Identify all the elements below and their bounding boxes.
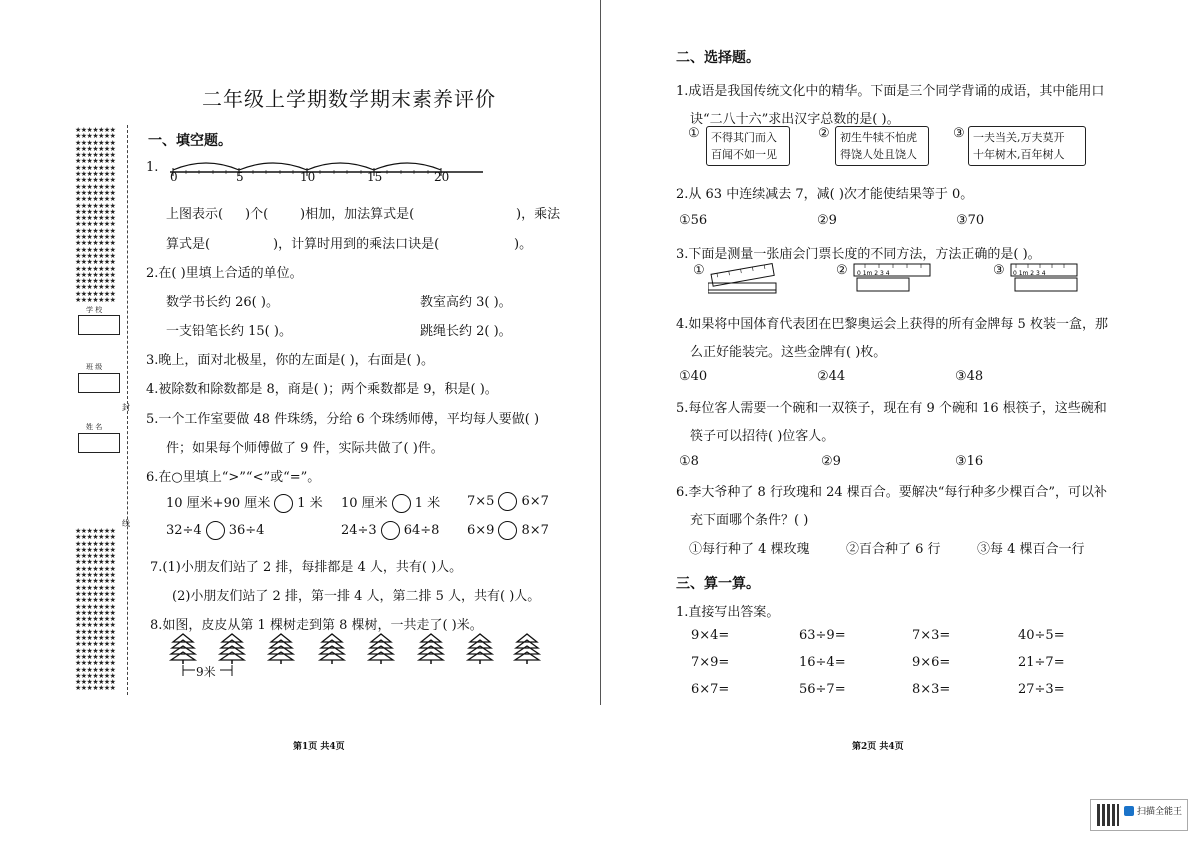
school-label: 学 校 [86,306,103,314]
q1-text-g: )。 [514,237,533,252]
q1-number: 1. [146,160,159,175]
c6-text-2: 充下面哪个条件？( ) [690,513,809,528]
c6-option-1[interactable]: ①每行种了 4 棵玫瑰 [689,542,810,557]
q1-text-e: 算式是( [166,237,211,252]
calc-item: 9×6= [912,655,951,670]
q1-text-f: )，计算时用到的乘法口诀是( [273,237,440,252]
page-title: 二年级上学期数学期末素养评价 [202,87,496,111]
tick-label-20: 20 [434,170,450,184]
q7-text-1: 7.(1)小朋友们站了 2 排，每排都是 4 人，共有( )人。 [150,560,463,575]
c5-option-3[interactable]: ③16 [955,454,984,469]
school-field[interactable] [78,315,120,335]
calc-item: 16÷4= [799,655,846,670]
tick-label-15: 15 [367,170,383,184]
section-choice: 二、选择题。 [676,50,760,66]
qr-code-icon [1097,804,1119,826]
calc-item: 7×3= [912,628,951,643]
c2-option-2[interactable]: ②9 [817,213,837,228]
c2-text: 2.从 63 中连续减去 7，减( )次才能使结果等于 0。 [676,187,974,202]
c2-option-3[interactable]: ③70 [956,213,985,228]
calc-item: 8×3= [912,682,951,697]
c1-option-3[interactable]: 一夫当关,万夫莫开 十年树木,百年树人 [968,126,1086,166]
name-field[interactable] [78,433,120,453]
calc-item: 7×9= [691,655,730,670]
star-border-top: ★★★★★★★ ★★★★★★★ ★★★★★★★ ★★★★★★★ ★★★★★★★ ★★★★★★★ ★★★★★★★ ★★★★★★★ ★★★★★★★ ★★★★★★★ ★★★★★★★ ★★★★★★★ ★★★★★★★ ★★★★★★★ ★★★★★★★ ★★★★★★★ ★★★★★★★ ★★★★★★★ ★★★★★★★ ★★★★★★★ ★★★★★★★ ★★★★★★★ ★★★★★★★ ★★★★★★★ ★★★★★★★ ★★★★★★★ ★★★★★★★ ★★★★★★★ [75,126,116,305]
q2-item-b: 教室高约 3( )。 [420,295,512,310]
q5-text-1: 5.一个工作室要做 48 件珠绣，分给 6 个珠绣师傅，平均每人要做( ) [146,412,540,427]
c3-opt1-num[interactable]: ① [693,263,705,278]
q1-text-b: )个( [245,207,269,222]
c4-text-2: 么正好能装完。这些金牌有( )枚。 [690,345,887,360]
q8-text: 8.如图，皮皮从第 1 棵树走到第 8 棵树，一共走了( )米。 [150,618,483,633]
c4-option-2[interactable]: ②44 [817,369,846,384]
q2-item-c: 一支铅笔长约 15( )。 [166,324,292,339]
compare-4: 32÷4 36÷4 [166,523,265,538]
section-calc: 三、算一算。 [676,576,760,592]
calc-instruction: 1.直接写出答案。 [676,605,780,620]
q1-text-d: )，乘法 [516,207,561,222]
page-divider [600,0,601,705]
c1-opt1-num: ① [688,126,700,141]
c6-option-2[interactable]: ②百合种了 6 行 [846,542,941,557]
compare-2: 10 厘米 1 米 [341,496,441,511]
line-mark: 线 [122,519,130,528]
compare-1: 10 厘米+90 厘米 1 米 [166,496,323,511]
q7-text-2: (2)小朋友们站了 2 排，第一排 4 人，第二排 5 人，共有( )人。 [172,589,541,604]
calc-item: 6×7= [691,682,730,697]
c2-option-1[interactable]: ①56 [679,213,708,228]
c1-opt3-num: ③ [953,126,965,141]
calc-item: 27÷3= [1018,682,1065,697]
svg-text:0 1m 2 3 4: 0 1m 2 3 4 [1013,270,1046,277]
tick-label-5: 5 [236,170,244,184]
compare-circle[interactable] [381,521,400,540]
q2-item-a: 数学书长约 26( )。 [166,295,279,310]
calc-item: 63÷9= [799,628,846,643]
c4-text-1: 4.如果将中国体育代表团在巴黎奥运会上获得的所有金牌每 5 枚装一盒，那 [676,317,1108,332]
tick-label-0: 0 [170,170,178,184]
class-label: 班 级 [86,363,103,371]
c1-opt2-num: ② [818,126,830,141]
q2-item-d: 跳绳长约 2( )。 [420,324,512,339]
compare-6: 6×9 8×7 [467,523,549,538]
q6-text: 6.在○里填上“>”“<”或“=”。 [146,470,321,485]
calc-item: 40÷5= [1018,628,1065,643]
ruler-tilted [708,263,778,297]
compare-3: 7×5 6×7 [467,494,549,509]
q3-text: 3.晚上，面对北极星，你的左面是( )，右面是( )。 [146,353,434,368]
c1-text-2: 诀“二八十六”求出汉字总数的是( )。 [690,112,900,127]
c5-option-1[interactable]: ①8 [679,454,699,469]
ruler-offset [853,263,933,297]
section-fill-in: 一、填空题。 [148,133,232,149]
name-label: 姓 名 [86,423,103,431]
q1-text-c: )相加，加法算式是( [300,207,415,222]
compare-circle[interactable] [206,521,225,540]
c3-text: 3.下面是测量一张庙会门票长度的不同方法，方法正确的是( )。 [676,247,1041,262]
trees-illustration [165,632,545,682]
q1-text-a: 上图表示( [166,207,224,222]
compare-circle[interactable] [498,492,517,511]
q4-text: 4.被除数和除数都是 8，商是( )；两个乘数都是 9，积是( )。 [146,382,498,397]
c1-option-1[interactable]: 不得其门而入 百闻不如一见 [706,126,790,166]
c3-opt3-num[interactable]: ③ [993,263,1005,278]
scanner-logo-icon [1124,806,1134,816]
c5-text-1: 5.每位客人需要一个碗和一双筷子，现在有 9 个碗和 16 根筷子，这些碗和 [676,401,1107,416]
calc-item: 56÷7= [799,682,846,697]
scanner-badge-text: 扫描全能王 [1137,807,1183,817]
calc-item: 21÷7= [1018,655,1065,670]
class-field[interactable] [78,373,120,393]
page1-footer: 第1页 共4页 [293,742,345,752]
c4-option-1[interactable]: ①40 [679,369,708,384]
seal-mark: 封 [122,403,130,412]
page2-footer: 第2页 共4页 [852,742,904,752]
compare-circle[interactable] [274,494,293,513]
c5-text-2: 筷子可以招待( )位客人。 [690,429,835,444]
star-border-bottom: ★★★★★★★ ★★★★★★★ ★★★★★★★ ★★★★★★★ ★★★★★★★ ★★★★★★★ ★★★★★★★ ★★★★★★★ ★★★★★★★ ★★★★★★★ ★★★★★★★ ★★★★★★★ ★★★★★★★ ★★★★★★★ ★★★★★★★ ★★★★★★★ ★★★★★★★ ★★★★★★★ ★★★★★★★ ★★★★★★★ ★★★★★★★ ★★★★★★★ ★★★★★★★ ★★★★★★★ ★★★★★★★ ★★★★★★★ [75,527,116,693]
q2-text: 2.在( )里填上合适的单位。 [146,266,303,281]
c6-option-3[interactable]: ③每 4 棵百合一行 [977,542,1085,557]
c4-option-3[interactable]: ③48 [955,369,984,384]
tick-label-10: 10 [300,170,316,184]
c5-option-2[interactable]: ②9 [821,454,841,469]
compare-5: 24÷3 64÷8 [341,523,440,538]
compare-circle[interactable] [392,494,411,513]
compare-circle[interactable] [498,521,517,540]
q5-text-2: 件；如果每个师傅做了 9 件，实际共做了( )件。 [166,441,444,456]
c6-text-1: 6.李大爷种了 8 行玫瑰和 24 棵百合。要解决“每行种多少棵百合”，可以补 [676,485,1108,500]
c1-option-2[interactable]: 初生牛犊不怕虎 得饶人处且饶人 [835,126,929,166]
ruler-aligned [1010,263,1080,297]
q8-distance-label: 9米 [196,665,216,679]
c3-opt2-num[interactable]: ② [836,263,848,278]
calc-item: 9×4= [691,628,730,643]
svg-text:0 1m 2 3 4: 0 1m 2 3 4 [857,270,890,277]
c1-text-1: 1.成语是我国传统文化中的精华。下面是三个同学背诵的成语，其中能用口 [676,84,1105,99]
